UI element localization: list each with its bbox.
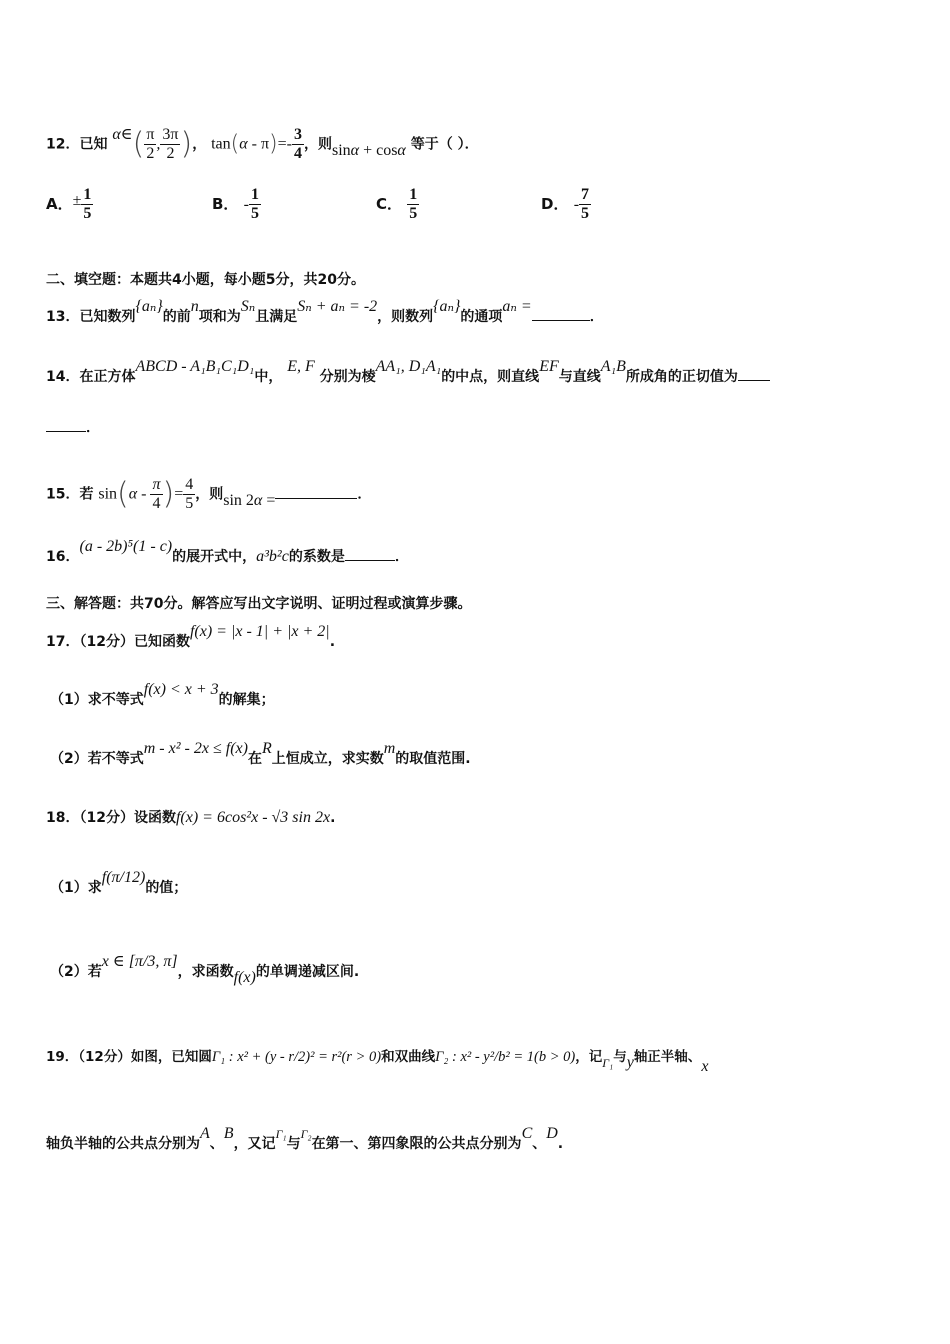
q12-frac-pi-2: $\frac{\pi}{2}$: [146, 126, 155, 162]
question-12: 12．已知 α∈( $\frac{\pi}{2}$ , $\frac{3\pi}{2}$ )， tan(α - π)=- $\frac{3}{4}$ ，则sinα + cosα 等于（ ）．: [46, 125, 479, 162]
q15-answer-blank[interactable]: [275, 484, 357, 499]
question-17-part-2: （2）若不等式m - x² - 2x ≤ f(x)在R上恒成立，求实数m的取值范围.: [50, 740, 471, 767]
option-d: D． - $\frac{7}{5}$: [541, 186, 590, 222]
question-15: 15．若 sin(α - $\frac{\pi}{4}$ )= $\frac{4}{5}$ ，则sin 2α = ．: [46, 476, 372, 512]
section-3-heading: 三、解答题：共70分。解答应写出文字说明、证明过程或演算步骤。: [46, 596, 472, 612]
question-16: 16．(a - 2b)⁵(1 - c)的展开式中，a³b²c的系数是 ．: [46, 538, 409, 565]
question-17: 17．（12分）已知函数f(x) = |x - 1| + |x + 2|.: [46, 623, 336, 650]
section-2-heading: 二、填空题：本题共4小题，每小题5分，共20分。: [46, 272, 365, 288]
question-17-part-1: （1）求不等式f(x) < x + 3的解集；: [50, 681, 275, 708]
q14-answer-blank-2[interactable]: [46, 417, 86, 432]
option-a: A．± $\frac{1}{5}$: [46, 186, 92, 222]
question-19: 19．（12分）如图，已知圆Γ₁ : x² + (y - r/2)² = r²(r > 0)和双曲线Γ₂ : x² - y²/b² = 1(b > 0)，记Γ₁与y轴正半轴、x: [46, 1049, 709, 1075]
question-14: 14．在正方体ABCD - A₁B₁C₁D₁中， E, F 分别为棱AA₁, D₁A₁的中点，则直线EF与直线A₁B所成角的正切值为: [46, 366, 910, 387]
question-18: 18．（12分）设函数f(x) = 6cos²x - √3 sin 2x.: [46, 809, 336, 826]
q12-frac-3-4: $\frac{3}{4}$: [293, 126, 302, 162]
q14-answer-blank-1[interactable]: [738, 366, 770, 381]
q12-tail: 等于（ ）．: [410, 136, 479, 153]
option-b: B． - $\frac{1}{5}$: [212, 186, 259, 222]
question-19-cont: 轴负半轴的公共点分别为A、B，又记Γ₁与Γ₂在第一、第四象限的公共点分别为C、D.: [46, 1125, 564, 1152]
option-c: C． $\frac{1}{5}$: [376, 186, 418, 222]
question-18-part-2: （2）若x ∈ [π/3, π]，求函数f(x)的单调递减区间.: [50, 953, 360, 986]
q16-answer-blank[interactable]: [345, 546, 395, 561]
q13-answer-blank[interactable]: [532, 306, 590, 321]
question-18-part-1: （1）求f(π/12)的值；: [50, 869, 188, 896]
question-14-cont: ．: [46, 417, 910, 438]
question-13: 13．已知数列{aₙ}的前n项和为Sₙ且满足Sₙ + aₙ = -2，则数列{aₙ}的通项aₙ =．: [46, 298, 604, 325]
q12-frac-3pi-2: $\frac{3\pi}{2}$: [162, 126, 179, 162]
q12-label: 12．已知: [46, 136, 108, 153]
